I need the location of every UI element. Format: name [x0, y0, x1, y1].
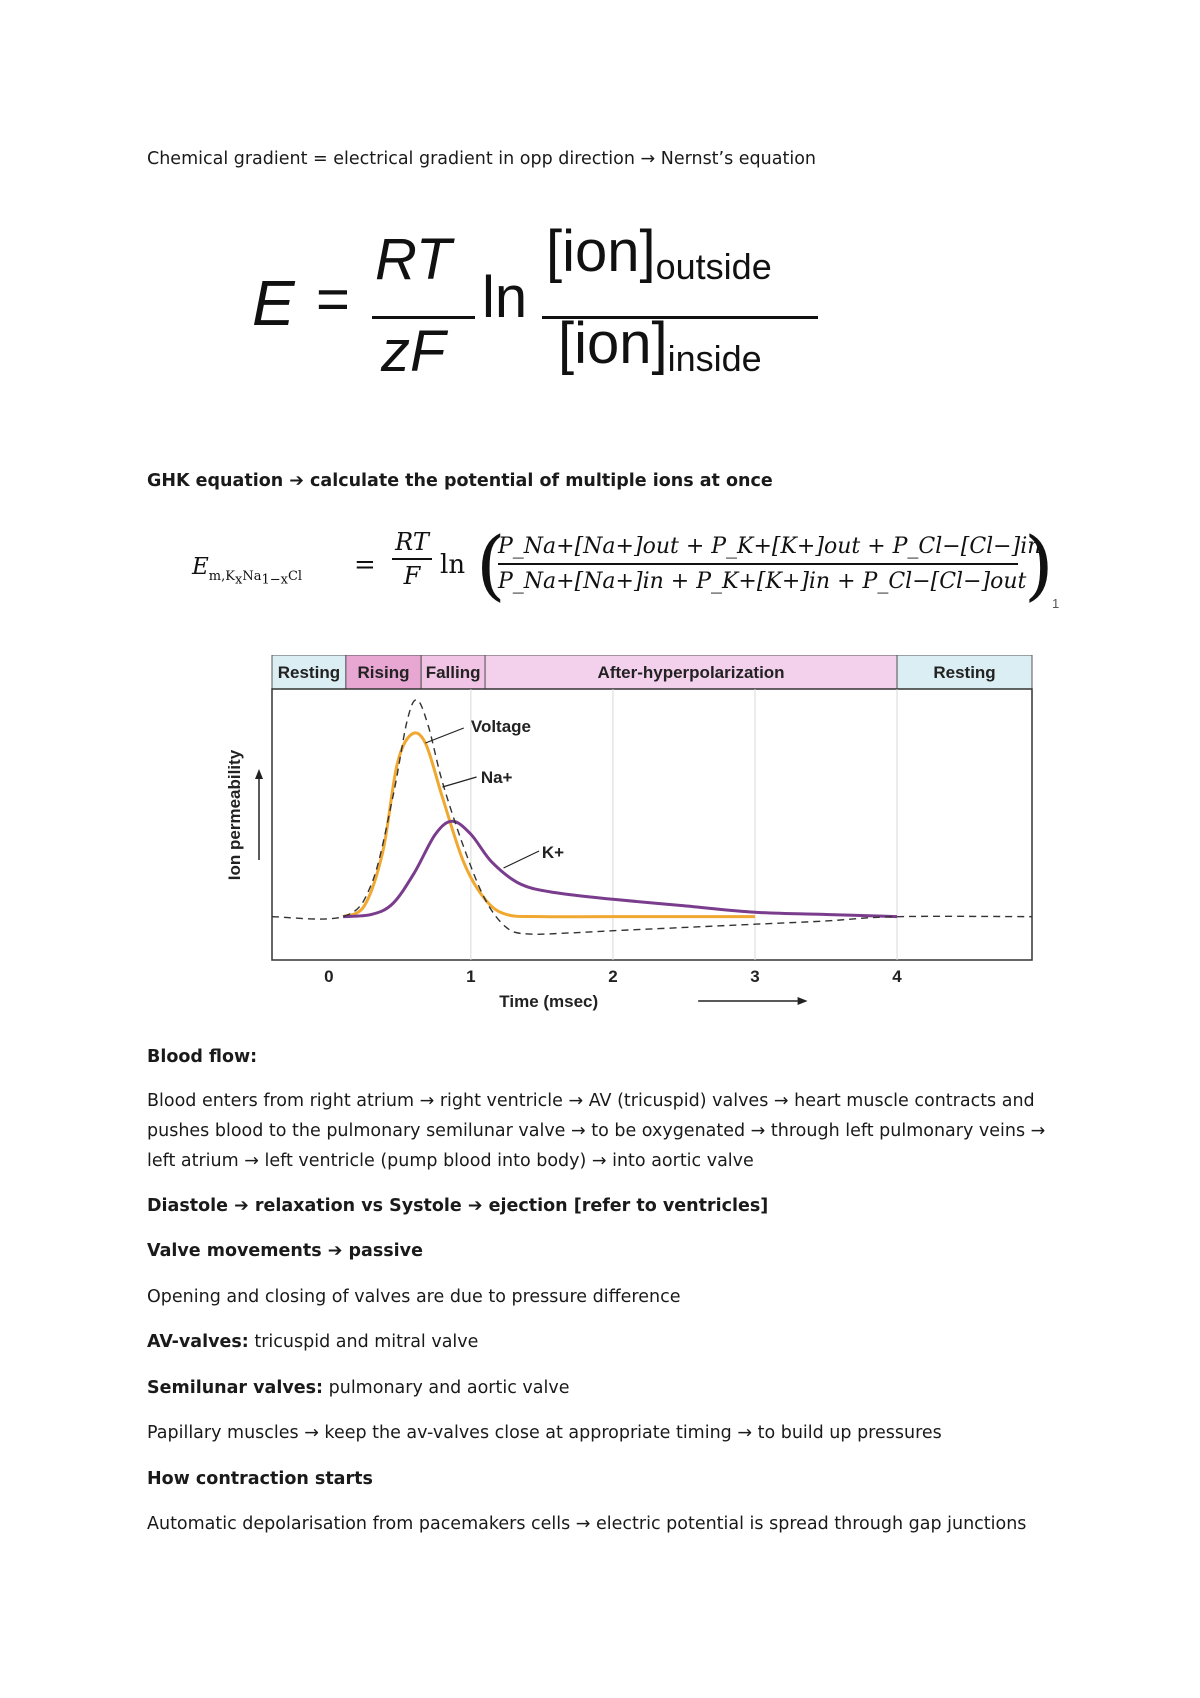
ghk-right-paren: )	[1024, 520, 1054, 609]
phase-label-4: Resting	[933, 663, 996, 682]
annotation-leader-1	[442, 777, 476, 787]
nernst-intro-line: Chemical gradient = electrical gradient in opp direction → Nernst’s equation	[147, 149, 816, 169]
nernst-lhs: E	[252, 267, 295, 339]
phase-label-1: Rising	[357, 663, 410, 682]
x-tick-label-2: 2	[608, 967, 618, 986]
plot-frame	[272, 689, 1032, 960]
ghk-heading: GHK equation ➔ calculate the potential of multiple ions at once	[147, 471, 773, 491]
annotation-label-2: K+	[541, 843, 565, 862]
annotation-leader-0	[425, 728, 463, 743]
nernst-rt: RT	[375, 227, 452, 292]
nernst-equation	[250, 219, 820, 412]
ghk-denominator: P_Na+[Na+]in + P_K+[K+]in + P_Cl−[Cl−]out	[498, 563, 1018, 594]
nernst-equals: =	[316, 267, 350, 332]
nernst-ion-outside: $[ion]_{outside}$	[546, 219, 772, 287]
x-tick-label-1: 1	[466, 967, 476, 986]
phase-label-3: After-hyperpolarization	[597, 663, 785, 682]
y-axis-arrow-head	[255, 769, 263, 779]
annotation-leader-2	[504, 851, 540, 868]
ghk-ln: ln	[440, 550, 466, 580]
blood-flow-paragraph: Blood enters from right atrium → right ventricle → AV (tricuspid) valves → heart muscle contracts and pushes blood to the pulmonary semilunar valve → to be oxygenated → through left pulmonary veins → left atrium → left ventricle (pump blood into body) → into aortic valve	[147, 1091, 1046, 1171]
x-axis-label: Time (msec)	[499, 992, 599, 1011]
page-number: 1	[1052, 596, 1060, 611]
x-axis-arrow-head	[798, 997, 808, 1005]
annotation-label-0: Voltage	[470, 717, 532, 736]
x-tick-label-0: 0	[324, 967, 334, 986]
nernst-ion-inside: $[ion]_{inside}$	[558, 311, 762, 379]
nernst-zf: zF	[381, 319, 446, 384]
x-tick-label-4: 4	[892, 967, 902, 986]
ghk-lhs: $E_{m,K_xNa_{1-x}Cl}$	[192, 554, 303, 588]
annotation-label-1: Na+	[480, 768, 513, 787]
nernst-ln: ln	[482, 265, 528, 330]
av-valves-line: AV-valves: tricuspid and mitral valve	[147, 1332, 479, 1352]
phase-label-2: Falling	[425, 663, 481, 682]
ion-permeability-chart	[222, 655, 1042, 1025]
papillary-muscles-line: Papillary muscles → keep the av-valves close at appropriate timing → to build up pressures	[147, 1423, 942, 1443]
x-tick-label-3: 3	[750, 967, 760, 986]
ghk-ion-fraction	[498, 534, 1042, 594]
ghk-equation	[192, 520, 1062, 618]
diastole-line: Diastole ➔ relaxation vs Systole ➔ ejection [refer to ventricles]	[147, 1196, 769, 1216]
ghk-left-paren: (	[476, 520, 506, 609]
semilunar-valves-line: Semilunar valves: pulmonary and aortic valve	[147, 1378, 570, 1398]
opening-closing-line: Opening and closing of valves are due to pressure difference	[147, 1287, 681, 1307]
ghk-numerator: P_Na+[Na+]out + P_K+[K+]out + P_Cl−[Cl−]in	[498, 534, 1042, 559]
phase-label-0: Resting	[277, 663, 341, 682]
ghk-rt-over-f: RT F	[392, 528, 432, 590]
blood-flow-heading: Blood flow:	[147, 1047, 258, 1067]
y-axis-label: Ion permeability	[225, 749, 244, 881]
valve-movements-line: Valve movements ➔ passive	[147, 1241, 423, 1261]
series-line-k	[343, 821, 897, 916]
automatic-depolarisation-line: Automatic depolarisation from pacemakers cells → electric potential is spread through gap junctions	[147, 1514, 1027, 1534]
contraction-heading: How contraction starts	[147, 1469, 373, 1489]
ghk-equals: =	[354, 550, 376, 580]
series-line-voltage	[272, 700, 1032, 934]
